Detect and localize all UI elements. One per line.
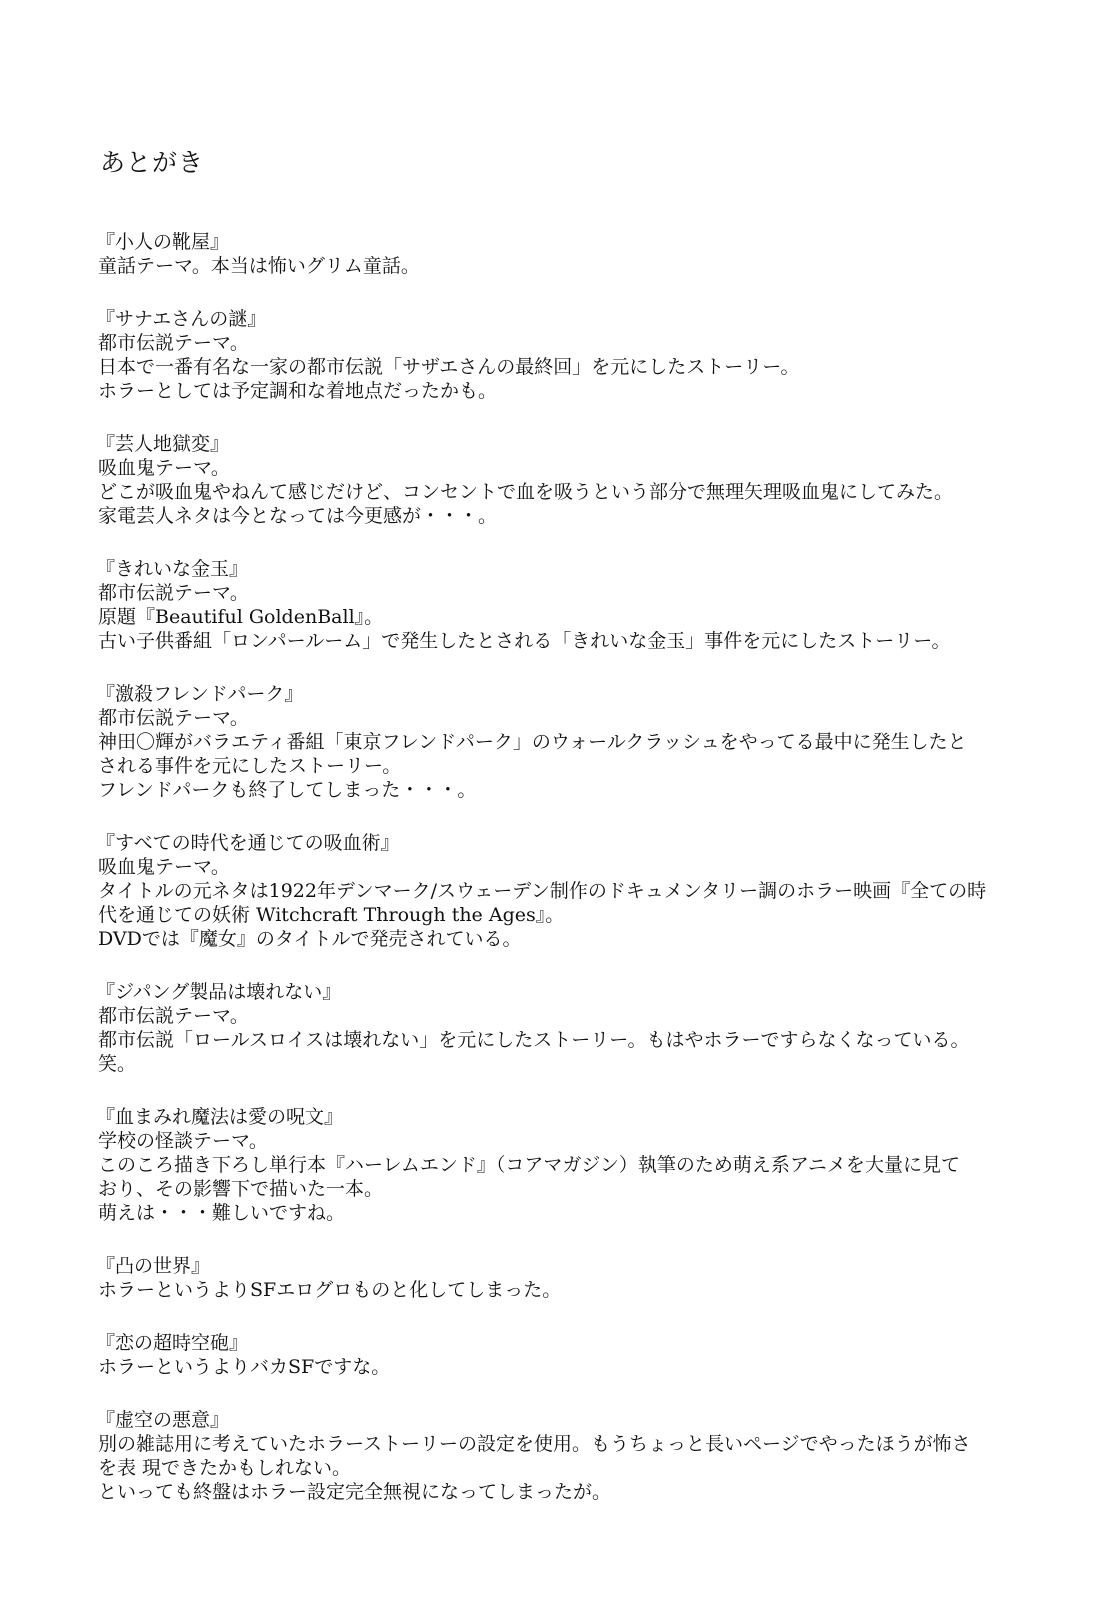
section-line: どこが吸血鬼やねんて感じだけど、コンセントで血を吸うという部分で無理矢理吸血鬼にしてみた。 [98,481,954,503]
section-line: 古い子供番組「ロンパールーム」で発生したとされる「きれいな金玉」事件を元にしたストーリー。 [98,630,951,652]
section-line: 童話テーマ。本当は怖いグリム童話。 [98,255,420,277]
section-line: 原題『Beautiful GoldenBall』。 [98,606,384,628]
section-line: タイトルの元ネタは1922年デンマーク/スウェーデン制作のドキュメンタリー調のホラー映画『全ての時 [98,880,987,902]
section-heading: 『激殺フレンドパーク』 [96,683,304,705]
section-kobito-no-kutsuya [98,230,1028,278]
section-line: 別の雑誌用に考えていたホラーストーリーの設定を使用。もうちょっと長いページでやったほうが怖さ [98,1433,971,1455]
section-heading: 『小人の靴屋』 [96,231,230,253]
section-kokuu-no-akui [98,1408,1028,1504]
section-line: 家電芸人ネタは今となっては今更感が・・・。 [98,505,498,527]
section-heading: 『すべての時代を通じての吸血術』 [96,832,400,854]
section-kyuketsujutsu [98,831,1028,951]
section-heading: 『恋の超時空砲』 [96,1332,249,1354]
section-heading: 『サナエさんの謎』 [96,308,267,330]
section-line: 都市伝説テーマ。 [98,707,249,729]
section-line: 学校の怪談テーマ。 [98,1130,268,1152]
section-line: ホラーというよりSFエログロものと化してしまった。 [98,1279,562,1301]
page-title: あとがき [100,148,205,177]
section-line: 神田〇輝がバラエティ番組「東京フレンドパーク」のウォールクラッシュをやってる最中に発生したと [98,731,967,753]
section-line: フレンドパークも終了してしまった・・・。 [98,779,477,801]
section-line: を表 現できたかもしれない。 [98,1457,352,1479]
section-chimamire-mahou [98,1105,1028,1225]
section-heading: 『きれいな金玉』 [96,558,249,580]
afterword-content [98,230,1028,1533]
section-line: といっても終盤はホラー設定完全無視になってしまったが。 [98,1481,612,1503]
section-line: ホラーとしては予定調和な着地点だったかも。 [98,380,498,402]
section-line: 都市伝説テーマ。 [98,582,249,604]
section-line: 代を通じての妖術 Witchcraft Through the Ages』。 [98,904,565,926]
section-line: 萌えは・・・難しいですね。 [98,1202,346,1224]
section-line: おり、その影響下で描いた一本。 [98,1178,384,1200]
section-deko-no-sekai [98,1254,1028,1302]
section-sanae-san-no-nazo [98,307,1028,403]
section-line: 吸血鬼テーマ。 [98,457,230,479]
section-koi-no-chojikuho [98,1331,1028,1379]
section-line: このころ描き下ろし単行本『ハーレムエンド』（コアマガジン）執筆のため萌え系アニメを大量に見て [98,1154,960,1176]
section-line: される事件を元にしたストーリー。 [98,755,402,777]
section-heading: 『ジパング製品は壊れない』 [96,981,342,1003]
section-heading: 『芸人地獄変』 [96,433,230,455]
section-heading: 『血まみれ魔法は愛の呪文』 [96,1106,344,1128]
section-kireina-kintama [98,557,1028,653]
section-line: ホラーというよりバカSFですな。 [98,1356,391,1378]
section-line: 吸血鬼テーマ。 [98,856,230,878]
section-heading: 『虚空の悪意』 [96,1409,230,1431]
section-line: 日本で一番有名な一家の都市伝説「サザエさんの最終回」を元にしたストーリー。 [98,356,800,378]
section-line: 都市伝説テーマ。 [98,332,249,354]
section-geinin-jigokuhen [98,432,1028,528]
section-line: 都市伝説「ロールスロイスは壊れない」を元にしたストーリー。もはやホラーですらなくなっている。 [98,1029,970,1051]
section-zipangu-seihin [98,980,1028,1076]
section-gekisatsu-friend-park [98,682,1028,802]
section-line: DVDでは『魔女』のタイトルで発売されている。 [98,928,522,950]
section-heading: 『凸の世界』 [96,1255,211,1277]
section-line: 都市伝説テーマ。 [98,1005,249,1027]
section-line: 笑。 [98,1053,137,1075]
